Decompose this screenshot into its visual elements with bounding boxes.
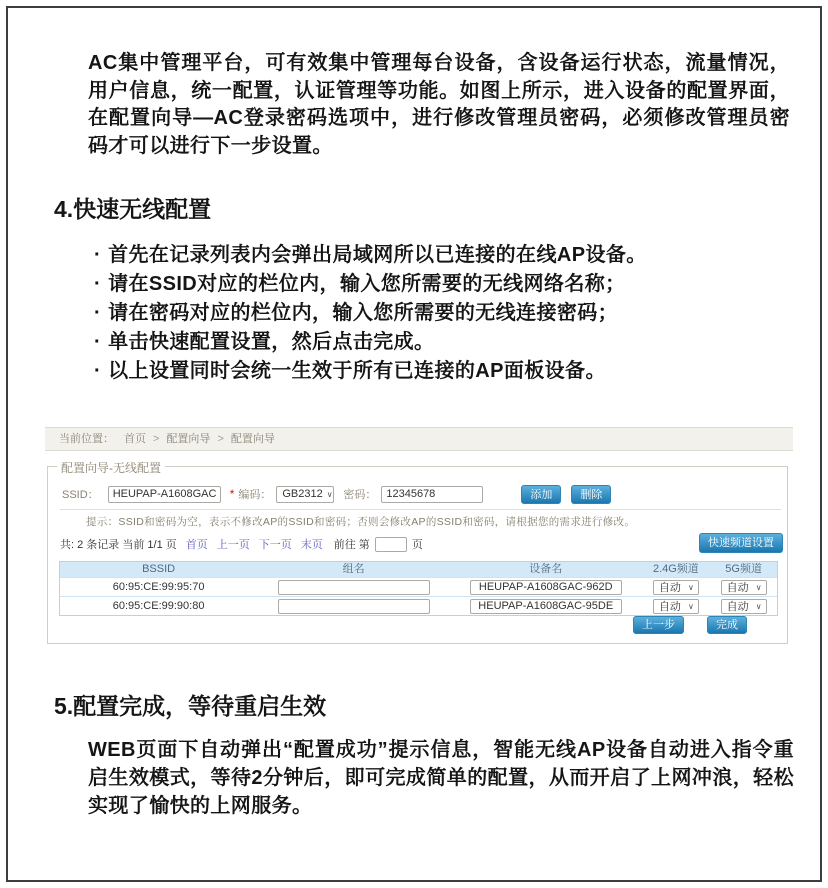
chevron-down-icon: ∨ (755, 601, 762, 611)
channel-24g-select[interactable] (653, 580, 699, 595)
channel-24g-select[interactable] (653, 599, 699, 614)
pagination-bar (60, 536, 423, 552)
delete-button[interactable]: 删除 (571, 485, 611, 504)
channel-5g-select[interactable] (721, 599, 767, 614)
goto-page-input[interactable] (375, 537, 407, 552)
next-page-link[interactable]: 下一页 (258, 539, 292, 551)
channel-5g-select[interactable] (721, 580, 767, 595)
bullet-text: 首先在记录列表内会弹出局域网所以已连接的在线AP设备。 (108, 244, 647, 266)
breadcrumb-label: 当前位置： (59, 433, 114, 445)
table-row (60, 577, 777, 596)
breadcrumb (45, 427, 793, 451)
add-button[interactable]: 添加 (521, 485, 561, 504)
list-item (94, 270, 647, 299)
header-bssid: BSSID (142, 563, 176, 575)
encoding-select[interactable] (276, 486, 334, 503)
section4-title: 4.快速无线配置 (54, 196, 212, 222)
header-device: 设备名 (529, 563, 563, 575)
breadcrumb-item-home[interactable]: 首页 (124, 433, 146, 445)
bullet-icon: · (94, 244, 102, 266)
embedded-screenshot (45, 420, 793, 654)
chevron-down-icon: ∨ (688, 601, 694, 611)
encoding-selected-value: GB2312 (282, 488, 323, 500)
form-divider (60, 509, 781, 510)
wireless-config-fieldset (47, 461, 788, 644)
ap-device-table (59, 561, 778, 616)
bullet-text: 单击快速配置设置，然后点击完成。 (108, 331, 435, 353)
section5-paragraph: WEB页面下自动弹出“配置成功”提示信息，智能无线AP设备自动进入指令重启生效模式，等待2分钟后，即可完成简单的配置，从而开启了上网冲浪，轻松实现了愉快的上网服务。 (88, 739, 794, 817)
bssid-value: 60:95:CE:99:90:80 (112, 600, 205, 612)
intro-paragraph: AC集中管理平台，可有效集中管理每台设备，含设备运行状态，流量情况，用户信息，统一配置，认证管理等功能。如图上所示，进入设备的配置界面，在配置向导—AC登录密码选项中，进行修改管理员密码，必须修改管理员密码才可以进行下一步设置。 (88, 52, 790, 157)
finish-button[interactable]: 完成 (707, 616, 747, 634)
previous-step-button[interactable]: 上一步 (633, 616, 684, 634)
form-hint: 提示：SSID和密码为空，表示不修改AP的SSID和密码；否则会修改AP的SSID和密码，请根据您的需求进行修改。 (86, 516, 636, 528)
bullet-text: 请在SSID对应的栏位内，输入您所需要的无线网络名称； (108, 273, 626, 295)
breadcrumb-separator-icon: > (217, 433, 224, 445)
bssid-value: 60:95:CE:99:95:70 (112, 581, 205, 593)
header-5g: 5G频道 (725, 563, 762, 575)
ssid-input[interactable] (108, 486, 221, 503)
bullet-text: 请在密码对应的栏位内，输入您所需要的无线连接密码； (108, 302, 619, 324)
chevron-down-icon: ∨ (755, 582, 762, 592)
bullet-icon: · (94, 331, 102, 353)
ssid-label: SSID： (62, 489, 99, 501)
channel-24g-value: 自动 (658, 601, 681, 613)
password-label: 密码： (343, 489, 377, 501)
breadcrumb-item-wizard[interactable]: 配置向导 (166, 433, 211, 445)
required-mark: * (229, 487, 235, 501)
group-name-input[interactable] (278, 580, 430, 595)
prev-page-link[interactable]: 上一页 (216, 539, 250, 551)
wizard-footer (633, 616, 747, 634)
channel-24g-value: 自动 (658, 582, 681, 594)
fieldset-legend: 配置向导-无线配置 (57, 459, 165, 476)
encoding-label: 编码： (238, 489, 272, 501)
bullet-icon: · (94, 360, 102, 382)
channel-5g-value: 自动 (726, 601, 749, 613)
bullet-icon: · (94, 302, 102, 324)
goto-page-suffix: 页 (411, 539, 423, 551)
chevron-down-icon: ∨ (688, 582, 694, 592)
header-24g: 2.4G频道 (652, 563, 699, 575)
quick-channel-settings-button[interactable]: 快速频道设置 (699, 533, 783, 553)
record-count: 共: 2 条记录 当前 1/1 页 (60, 539, 177, 551)
header-group: 组名 (342, 563, 365, 575)
device-name-input[interactable] (470, 580, 622, 595)
password-input[interactable] (381, 486, 483, 503)
list-item (94, 241, 647, 270)
table-row (60, 596, 777, 615)
bullet-text: 以上设置同时会统一生效于所有已连接的AP面板设备。 (108, 360, 606, 382)
goto-page-label: 前往 第 (333, 539, 370, 551)
breadcrumb-separator-icon: > (153, 433, 160, 445)
group-name-input[interactable] (278, 599, 430, 614)
device-name-input[interactable] (470, 599, 622, 614)
ssid-form-row (62, 484, 611, 504)
last-page-link[interactable]: 末页 (300, 539, 323, 551)
channel-5g-value: 自动 (726, 582, 749, 594)
bullet-icon: · (94, 273, 102, 295)
chevron-down-icon: ∨ (326, 489, 333, 499)
breadcrumb-item-wizard-current[interactable]: 配置向导 (230, 433, 275, 445)
list-item (94, 328, 647, 357)
list-item (94, 357, 647, 386)
section4-bullet-list (94, 241, 647, 386)
table-header-row (60, 562, 777, 577)
first-page-link[interactable]: 首页 (185, 539, 208, 551)
section5-title: 5.配置完成，等待重启生效 (54, 693, 327, 719)
list-item (94, 299, 647, 328)
